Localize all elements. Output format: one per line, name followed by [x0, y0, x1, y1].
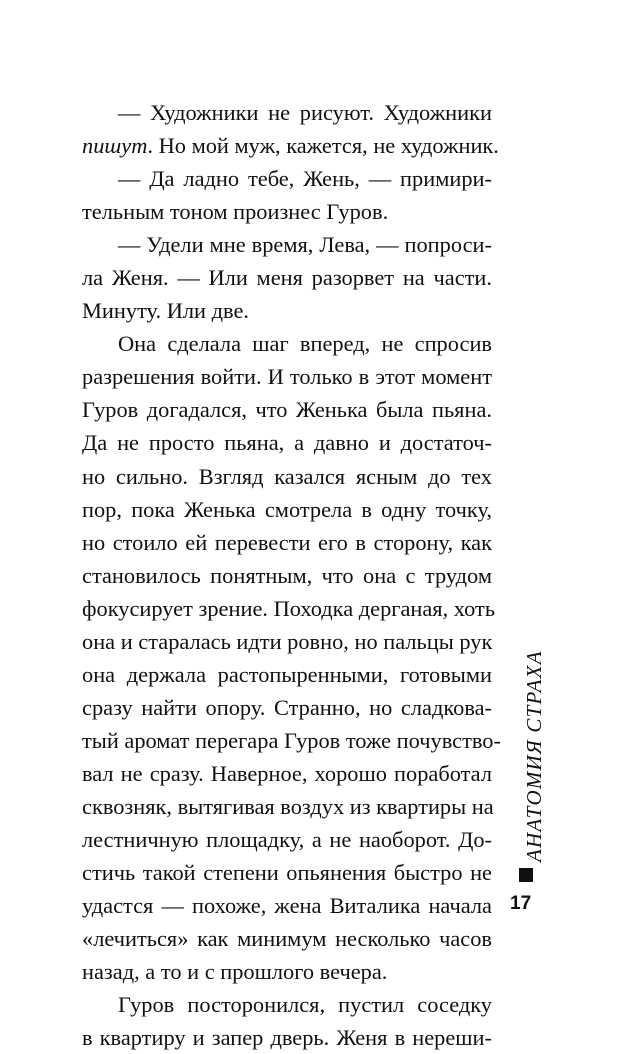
text-line: разрешения войти. И только в этот момент: [82, 364, 492, 390]
text-line: она держала растопыренными, готовыми: [82, 661, 492, 687]
text-line: вал не сразу. Наверное, хорошо поработал: [82, 760, 492, 786]
text-line: ла Женя. — Или меня разорвет на части.: [82, 265, 492, 291]
text-line: но сильно. Взгляд казался ясным до тех: [82, 463, 492, 489]
emphasis-word: пишут: [82, 133, 148, 159]
text-line: в квартиру и запер дверь. Женя в нереши-: [82, 1025, 492, 1051]
square-marker: [519, 868, 533, 882]
body-text: [82, 96, 501, 1054]
text-line-rest: . Но мой муж, кажется, не художник.: [147, 133, 499, 159]
running-title: АНАТОМИЯ СТРАХА: [522, 650, 546, 862]
text-line: стичь такой степени опьянения быстро не: [82, 860, 492, 886]
running-title-block: [519, 652, 549, 862]
text-line: сразу найти опору. Странно, но сладкова-: [82, 694, 492, 720]
text-line: лестничную площадку, а не наоборот. До-: [82, 827, 492, 853]
page-number: 17: [510, 893, 532, 914]
text-line: назад, а то и с прошлого вечера.: [82, 959, 388, 985]
text-line: сквозняк, вытягивая воздух из квартиры на: [82, 793, 494, 819]
text-line: Да не просто пьяна, а давно и достаточ-: [82, 430, 492, 456]
text-line: Гуров догадался, что Женька была пьяна.: [82, 397, 492, 423]
text-line: пор, пока Женька смотрела в одну точку,: [82, 496, 492, 522]
text-line: «лечиться» как минимум несколько часов: [82, 926, 492, 952]
text-line: становилось понятным, что она с трудом: [82, 562, 492, 588]
text-line: фокусирует зрение. Походка дерганая, хоть: [82, 595, 496, 621]
text-line: Она сделала шаг вперед, не спросив: [118, 331, 492, 357]
text-line: — Да ладно тебе, Жень, — примири-: [118, 166, 492, 192]
text-line: тельным тоном произнес Гуров.: [82, 199, 389, 225]
text-line: — Удели мне время, Лева, — попроси-: [118, 232, 492, 258]
text-line: Гуров посторонился, пустил соседку: [118, 992, 492, 1018]
text-line: — Художники не рисуют. Художники: [118, 100, 492, 125]
text-line: [82, 129, 499, 162]
text-line: тый аромат перегара Гуров тоже почувство-: [82, 727, 501, 753]
text-line: удастся — похоже, жена Виталика начала: [82, 893, 492, 919]
text-line: она и старалась идти ровно, но пальцы рук: [82, 628, 493, 654]
text-line: но стоило ей перевести его в сторону, как: [82, 529, 492, 555]
text-line: Минуту. Или две.: [82, 298, 249, 324]
